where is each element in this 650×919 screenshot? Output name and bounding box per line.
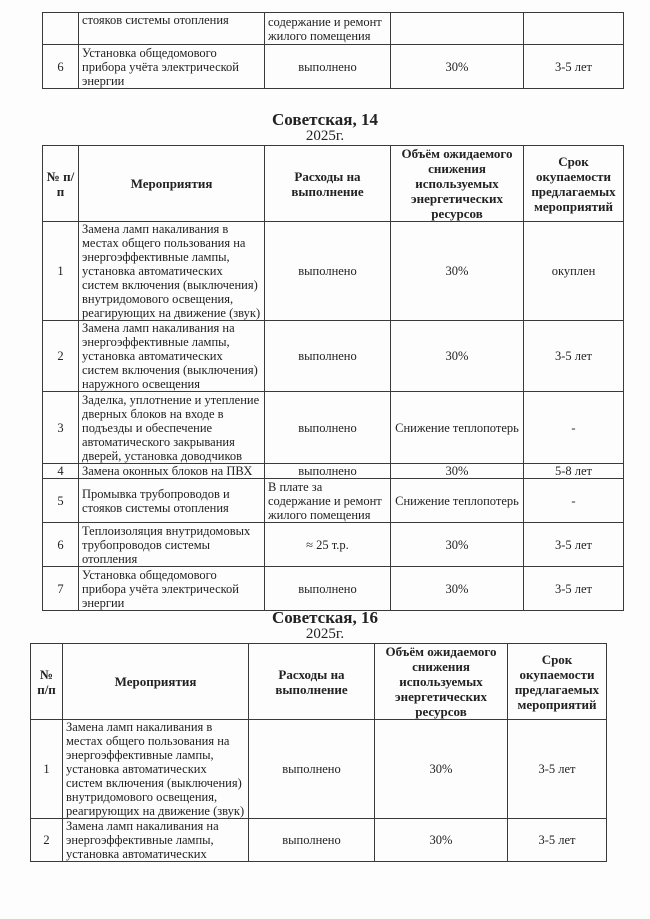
row-num: 6: [43, 45, 79, 89]
row-reduction: 30%: [391, 45, 524, 89]
row-measure: Промывка трубопроводов и стояков системы отопления: [79, 479, 265, 523]
header-num: № п/п: [31, 644, 63, 720]
row-reduction: 30%: [375, 819, 508, 862]
row-num: 1: [43, 222, 79, 321]
row-cost: содержание и ремонт жилого помещения: [265, 13, 391, 45]
row-payback: 3-5 лет: [524, 321, 624, 392]
row-payback: 3-5 лет: [524, 523, 624, 567]
header-num: № п/п: [43, 146, 79, 222]
row-measure: Замена ламп накаливания в местах общего пользования на энергоэффективные лампы, установка автоматических систем включения (выключения) внутридомового освещения, реагирующих на движение (звук): [63, 720, 249, 819]
row-payback: 3-5 лет: [508, 819, 607, 862]
table-row: [43, 392, 624, 464]
table-row: [43, 222, 624, 321]
row-reduction: 30%: [391, 567, 524, 611]
row-cost: В плате за содержание и ремонт жилого помещения: [265, 479, 391, 523]
row-cost: выполнено: [265, 222, 391, 321]
row-num: 3: [43, 392, 79, 464]
row-measure: Теплоизоляция внутридомовых трубопроводов системы отопления: [79, 523, 265, 567]
table-row: [43, 567, 624, 611]
row-cost: ≈ 25 т.р.: [265, 523, 391, 567]
measures-table-sovetskaya-16: [30, 643, 607, 862]
row-cost: выполнено: [265, 567, 391, 611]
row-reduction: 30%: [391, 321, 524, 392]
table-row: [43, 479, 624, 523]
row-measure: Замена ламп накаливания на энергоэффективные лампы, установка автоматических систем включения (выключения) наружного освещения: [79, 321, 265, 392]
table-row: [31, 720, 607, 819]
section-year: 2025г.: [305, 626, 345, 642]
header-reduction: Объём ожидаемого снижения используемых энергетических ресурсов: [375, 644, 508, 720]
row-reduction: 30%: [391, 523, 524, 567]
row-payback: окуплен: [524, 222, 624, 321]
row-num: 5: [43, 479, 79, 523]
section-title: Советская, 14: [272, 110, 378, 129]
header-payback: Срок окупаемости предлагаемых мероприятий: [508, 644, 607, 720]
row-measure: Установка общедомового прибора учёта электрической энергии: [79, 45, 265, 89]
row-payback: 3-5 лет: [524, 45, 624, 89]
table-row: [43, 523, 624, 567]
row-num: 4: [43, 464, 79, 479]
row-payback: 3-5 лет: [508, 720, 607, 819]
row-measure: Замена оконных блоков на ПВХ: [79, 464, 265, 479]
section-title: Советская, 16: [272, 608, 378, 627]
table-row: [31, 819, 607, 862]
row-reduction: [391, 13, 524, 45]
row-cost: выполнено: [265, 321, 391, 392]
row-measure: Заделка, уплотнение и утепление дверных блоков на входе в подъезды и обеспечение автоматического закрывания дверей, установка доводчиков: [79, 392, 265, 464]
header-cost: Расходы на выполнение: [265, 146, 391, 222]
row-cost: выполнено: [249, 819, 375, 862]
table-row: [43, 13, 624, 45]
header-measure: Мероприятия: [79, 146, 265, 222]
row-measure: Замена ламп накаливания в местах общего пользования на энергоэффективные лампы, установка автоматических систем включения (выключения) внутридомового освещения, реагирующих на движение (звук): [79, 222, 265, 321]
row-num: [43, 13, 79, 45]
header-cost: Расходы на выполнение: [249, 644, 375, 720]
row-payback: -: [524, 392, 624, 464]
prev-table: [42, 12, 624, 89]
row-reduction: Снижение теплопотерь: [391, 479, 524, 523]
row-num: 1: [31, 720, 63, 819]
table-row: [43, 464, 624, 479]
row-payback: 5-8 лет: [524, 464, 624, 479]
row-reduction: Снижение теплопотерь: [391, 392, 524, 464]
table-row: [43, 45, 624, 89]
header-reduction: Объём ожидаемого снижения используемых энергетических ресурсов: [391, 146, 524, 222]
table-row: [43, 321, 624, 392]
row-cost: выполнено: [265, 45, 391, 89]
row-reduction: 30%: [391, 464, 524, 479]
row-num: 2: [43, 321, 79, 392]
table-header-row: [31, 644, 607, 720]
row-payback: 3-5 лет: [524, 567, 624, 611]
row-cost: выполнено: [249, 720, 375, 819]
row-num: 2: [31, 819, 63, 862]
row-measure: Установка общедомового прибора учёта электрической энергии: [79, 567, 265, 611]
table-header-row: [43, 146, 624, 222]
measures-table-sovetskaya-14: [42, 145, 624, 611]
row-reduction: 30%: [375, 720, 508, 819]
row-num: 6: [43, 523, 79, 567]
row-cost: выполнено: [265, 464, 391, 479]
row-measure: Замена ламп накаливания на энергоэффективные лампы, установка автоматических: [63, 819, 249, 862]
row-reduction: 30%: [391, 222, 524, 321]
header-payback: Срок окупаемости предлагаемых мероприятий: [524, 146, 624, 222]
row-payback: -: [524, 479, 624, 523]
row-measure: стояков системы отопления: [79, 13, 265, 45]
row-num: 7: [43, 567, 79, 611]
row-cost: выполнено: [265, 392, 391, 464]
header-measure: Мероприятия: [63, 644, 249, 720]
row-payback: [524, 13, 624, 45]
section-year: 2025г.: [305, 128, 345, 144]
